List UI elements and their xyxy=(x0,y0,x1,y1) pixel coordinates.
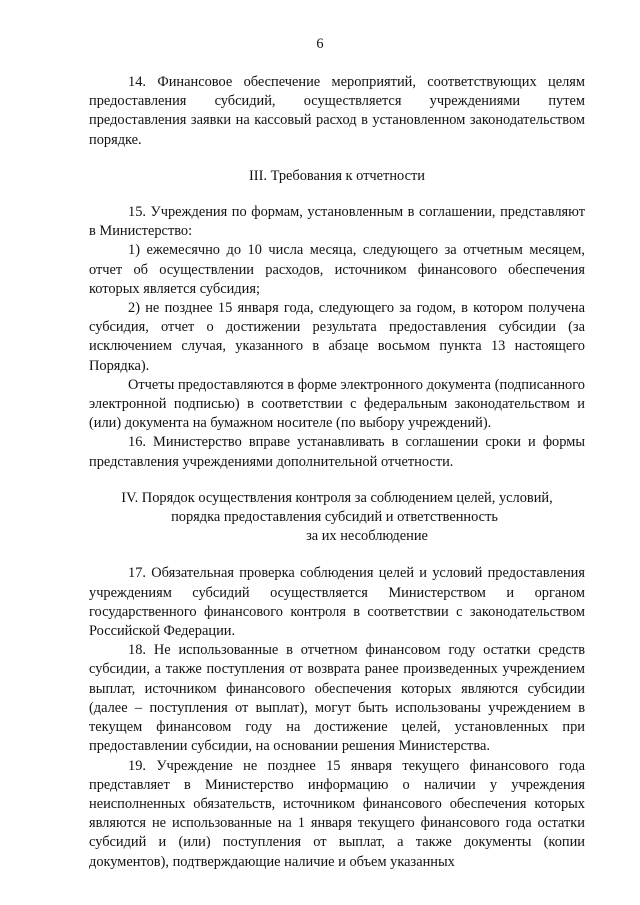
section-heading-iv-line-3: за их несоблюдение xyxy=(306,528,428,545)
section-heading-iii-line: III. Требования к отчетности xyxy=(249,167,425,184)
paragraph-15: 15. Учреждения по формам, установленным в соглашении, представляют в Министерство: xyxy=(89,204,585,240)
paragraph-18: 18. Не использованные в отчетном финансовом году остатки средств субсидии, а также поступления от возврата ранее произведенных учреждением выплат, источником финансового обеспечения которых являются субсидии (далее – поступления от выплат), могут быть использованы учреждением в текущем финансовом году на достижение целей, установленных при предоставлении субсидии, на основании решения Министерства. xyxy=(89,642,585,755)
section-heading-iv-line-1: IV. Порядок осуществления контроля за соблюдением целей, условий, xyxy=(121,489,553,506)
paragraph-14: 14. Финансовое обеспечение мероприятий, соответствующих целям предоставления субсидий, осуществляется учреждениями путем предоставления заявки на кассовый расход в установленном законодательством порядке. xyxy=(89,74,585,148)
paragraph-15-item-2: 2) не позднее 15 января года, следующего за годом, в котором получена субсидия, отчет о достижении результата предоставления субсидии (за исключением случая, указанного в абзаце восьмом пункта 13 настоящего Порядка). xyxy=(89,300,585,374)
document-body xyxy=(89,73,585,872)
paragraph-15-item-1: 1) ежемесячно до 10 числа месяца, следующего за отчетным месяцем, отчет об осуществлении расходов, источником финансового обеспечения которых является субсидия; xyxy=(89,242,585,297)
section-heading-iii xyxy=(89,167,585,186)
section-heading-iv-line-2: порядка предоставления субсидий и ответственность xyxy=(171,509,498,526)
section-heading-iv xyxy=(89,489,585,547)
paragraph-15-reports: Отчеты предоставляются в форме электронного документа (подписанного электронной подписью) в соответствии с федеральным законодательством и (или) документа на бумажном носителе (по выбору учреждений). xyxy=(89,376,585,432)
paragraph-16: 16. Министерство вправе устанавливать в соглашении сроки и формы представления учреждениями дополнительной отчетности. xyxy=(89,434,585,470)
paragraph-17: 17. Обязательная проверка соблюдения целей и условий предоставления учреждениям субсидий осуществляется Министерством и органом государственного финансового контроля в соответствии с законодательством Российской Федерации. xyxy=(89,565,585,640)
paragraph-19: 19. Учреждение не позднее 15 января текущего финансового года представляет в Министерство информацию о наличии у учреждения неисполненных обязательств, источником финансового обеспечения которых являются не использованные на 1 января текущего финансового года остатки субсидий и (или) поступления от выплат, а также документы (копии документов), подтверждающие наличие и объем указанных xyxy=(89,757,585,870)
page-number: 6 xyxy=(316,36,324,52)
